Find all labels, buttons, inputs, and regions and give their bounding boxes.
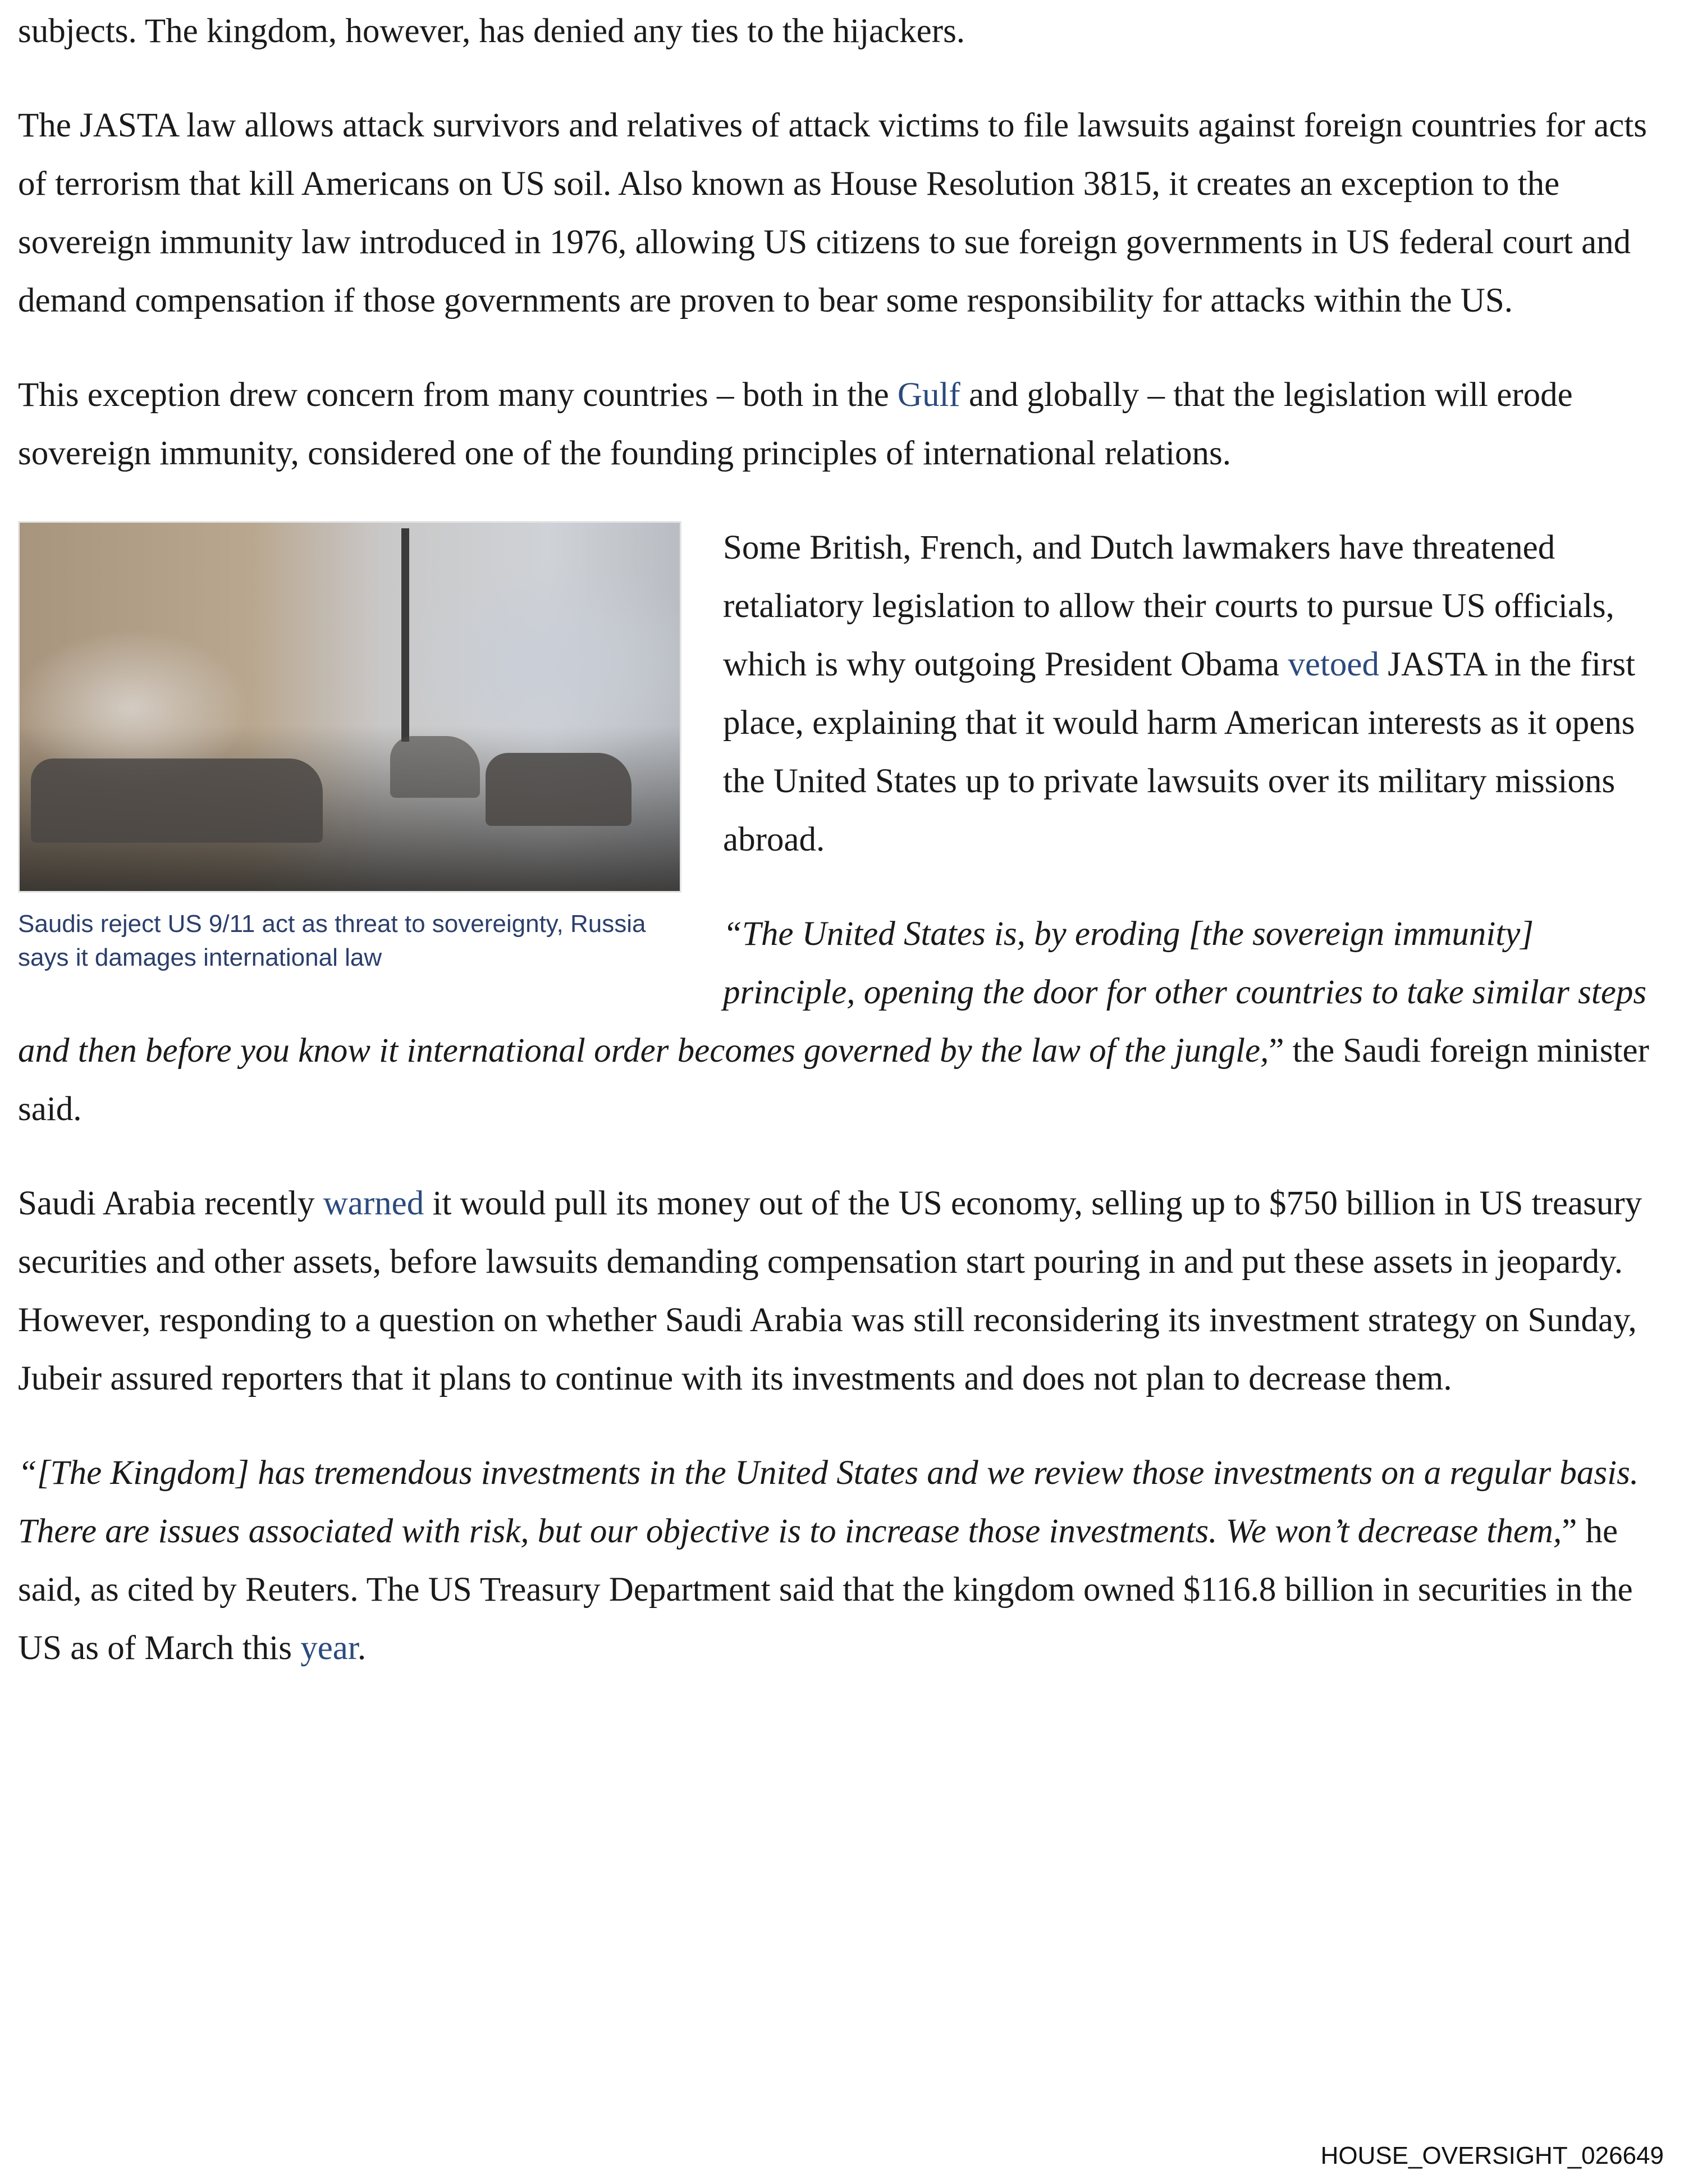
text: Saudi Arabia recently xyxy=(18,1185,323,1222)
paragraph xyxy=(18,1444,1668,1678)
article-body xyxy=(18,0,1668,1714)
paragraph: subjects. The kingdom, however, has denied any ties to the hijackers. xyxy=(18,12,965,50)
text: and globally – that the legislation will erode sovereign immunity, considered one of the founding principles of international relations. xyxy=(18,376,1573,472)
text: it would pull its money out of the US economy, selling up to $750 billion in US treasury securities and other assets, before lawsuits demanding compensation start pouring in and put these assets in jeopardy. However, responding to a question on whether Saudi Arabia was still reconsidering its investment strategy on Sunday, Jubeir assured reporters that it plans to continue with its investments and does not plan to decrease them. xyxy=(18,1185,1642,1397)
quote: “The United States is, by eroding [the sovereign immunity] principle, opening the door for other countries to take similar steps and then before you know it international order becomes governed by the law of the jungle, xyxy=(18,915,1647,1070)
text: Some British, French, and Dutch lawmakers have threatened retaliatory legislation to allow their courts to pursue US officials, which is why outgoing President Obama xyxy=(723,529,1614,683)
text: This exception drew concern from many countries – both in the xyxy=(18,376,898,414)
photo-detail xyxy=(486,753,632,826)
related-article-caption-link[interactable]: Saudis reject US 9/11 act as threat to sovereignty, Russia says it damages international law xyxy=(18,910,646,971)
text: . xyxy=(357,1629,367,1667)
related-article-photo[interactable] xyxy=(18,521,681,893)
warned-link[interactable]: warned xyxy=(323,1185,424,1222)
paragraph xyxy=(18,1175,1668,1408)
paragraph: The JASTA law allows attack survivors and relatives of attack victims to file lawsuits against foreign countries for acts of terrorism that kill Americans on US soil. Also known as House Resolution 3815, it creates an exception to the sovereign immunity law introduced in 1976, allowing US citizens to sue foreign governments in US federal court and demand compensation if those governments are proven to bear some responsibility for attacks within the US. xyxy=(18,107,1648,319)
gulf-link[interactable]: Gulf xyxy=(897,376,960,414)
text: JASTA in the first place, explaining that it would harm American interests as it opens the United States up to private lawsuits over its military missions abroad. xyxy=(723,646,1636,858)
year-link[interactable]: year xyxy=(300,1629,358,1667)
quote: “[The Kingdom] has tremendous investments in the United States and we review those investments on a regular basis. There are issues associated with risk, but our objective is to increase those investments. We won’t decrease them, xyxy=(18,1454,1639,1550)
photo-detail xyxy=(31,759,323,843)
photo-detail xyxy=(401,528,409,742)
text: ” the Saudi foreign minister said. xyxy=(18,1032,1649,1128)
text: ” he said, as cited by Reuters. The US Treasury Department said that the kingdom owned $116.8 billion in securities in the US as of March this xyxy=(18,1513,1633,1667)
related-article-figure[interactable] xyxy=(18,519,681,975)
photo-detail xyxy=(390,736,480,798)
vetoed-link[interactable]: vetoed xyxy=(1288,646,1379,683)
document-stamp: HOUSE_OVERSIGHT_026649 xyxy=(1320,2142,1664,2169)
paragraph xyxy=(18,366,1668,483)
